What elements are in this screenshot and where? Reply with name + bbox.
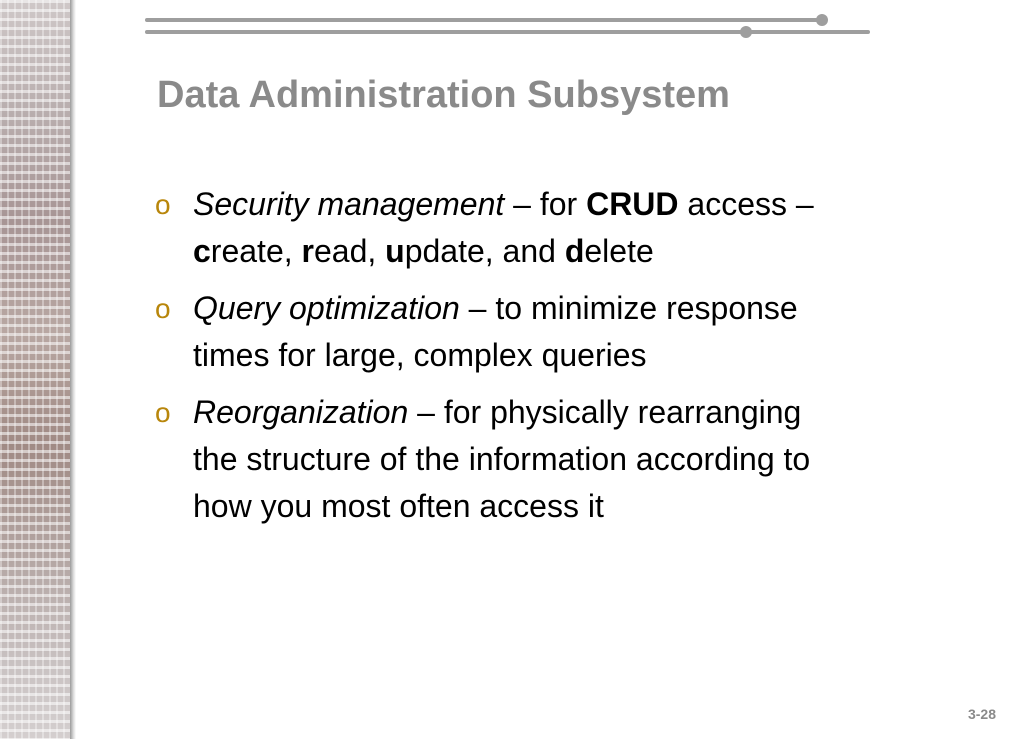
side-decorative-strip (0, 0, 70, 739)
crud-letter-d: d (564, 233, 585, 269)
slide-title: Data Administration Subsystem (157, 74, 730, 116)
bullet-text: – for physically rearranging the structure of the information according to how you most often access it (193, 394, 811, 524)
bullet-text: pdate, and (404, 233, 565, 269)
header-dot-top (816, 14, 828, 26)
bullet-term: Security management (193, 186, 505, 222)
bullet-query-optimization (155, 285, 815, 379)
crud-letter-c: c (193, 233, 211, 269)
slide-page-number: 3-28 (967, 706, 996, 722)
bullet-marker: o (155, 189, 171, 220)
crud-letter-u: u (385, 233, 405, 269)
bullet-list (155, 181, 815, 540)
crud-letter-r: r (301, 233, 314, 269)
header-line-bottom (145, 30, 870, 34)
bullet-text: reate, (210, 233, 302, 269)
header-dot-bottom (740, 26, 752, 38)
bullet-text: – to minimize response times for large, complex queries (193, 290, 798, 373)
side-strip-edge (70, 0, 76, 739)
bullet-term: Reorganization (193, 394, 409, 430)
crud-term: CRUD (586, 186, 679, 222)
header-line-top (145, 18, 825, 22)
bullet-term: Query optimization (193, 290, 460, 326)
bullet-text: – for (504, 186, 587, 222)
bullet-marker: o (155, 397, 171, 428)
bullet-text: access – (678, 186, 814, 222)
bullet-text: elete (584, 233, 654, 269)
bullet-marker: o (155, 293, 171, 324)
bullet-text: ead, (313, 233, 386, 269)
bullet-reorganization (155, 389, 815, 530)
bullet-security-management (155, 181, 815, 275)
